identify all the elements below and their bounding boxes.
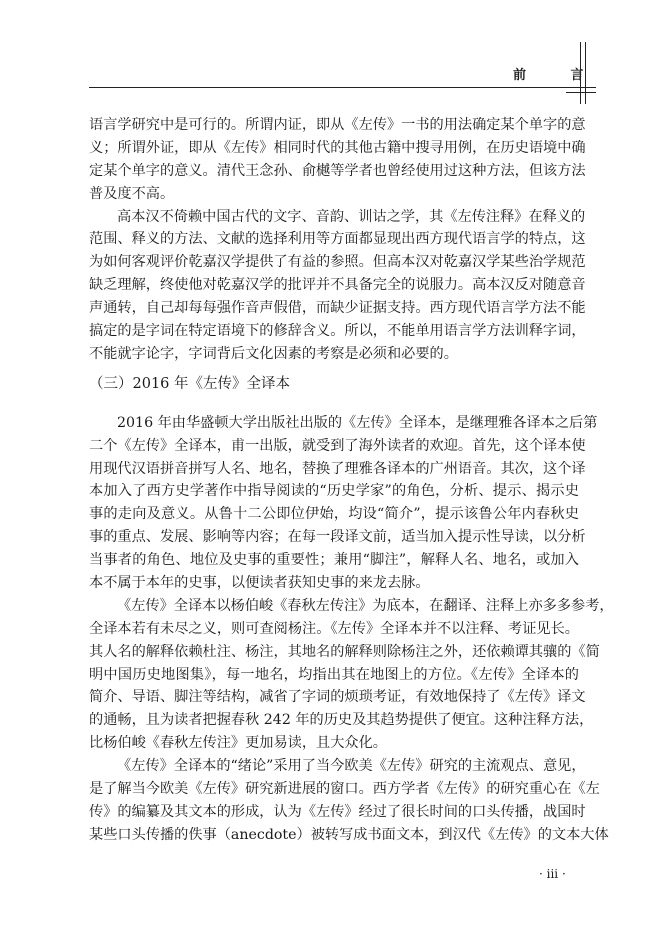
text-line: 搞定的是字词在特定语境下的修辞含义。所以，不能单用语言学方法训释字词， xyxy=(89,323,586,340)
paragraph xyxy=(89,755,609,847)
header-corner-ornament xyxy=(578,42,596,104)
text-line: 本不属于本年的史事，以便读者获知史事的来龙去脉。 xyxy=(89,575,430,592)
text-line: 事的走向及意义。从鲁十二公即位伊始，均设“简介”，提示该鲁公年内春秋史 xyxy=(89,506,579,523)
text-line: 事的重点、发展、影响等内容；在每一段译文前，适当加入提示性导读，以分析 xyxy=(89,529,586,546)
text-line: 是了解当今欧美《左传》研究新进展的窗口。西方学者《左传》的研究重心在《左 xyxy=(89,781,600,798)
text-line: 二个《左传》全译本，甫一出版，就受到了海外读者的欢迎。首先，这个译本使 xyxy=(89,437,586,454)
text-line: 传》的编纂及其文本的形成，认为《左传》经过了很长时间的口头传播，战国时 xyxy=(89,803,586,820)
text-line: 语言学研究中是可行的。所谓内证，即从《左传》一书的用法确定某个单字的意 xyxy=(89,117,586,133)
text-line: 定某个单字的意义。清代王念孙、俞樾等学者也曾经使用过这种方法，但该方法 xyxy=(89,162,586,179)
text-line: 义；所谓外证，即从《左传》相同时代的其他古籍中搜寻用例，在历史语境中确 xyxy=(89,139,586,156)
text-line: 普及度不高。 xyxy=(89,185,175,202)
text-line: 缺乏理解，终使他对乾嘉汉学的批评并不具备完全的说服力。高本汉反对随意音 xyxy=(89,277,586,294)
page-number: · iii · xyxy=(539,867,566,881)
text-line: 全译本若有未尽之义，则可查阅杨注。《左传》全译本并不以注释、考证见长。 xyxy=(89,620,579,637)
text-line: 某些口头传播的佚事（anecdote）被转写成书面文本，到汉代《左传》的文本大体 xyxy=(89,826,609,843)
text-line: 范围、释义的方法、文献的选择利用等方面都显现出西方现代语言学的特点，这 xyxy=(89,231,586,248)
text-line: 《左传》全译本的“绪论”采用了当今欧美《左传》研究的主流观点、意见， xyxy=(117,758,586,775)
text-line: 《左传》全译本以杨伯峻《春秋左传注》为底本，在翻译、注释上亦多多参考， xyxy=(117,597,614,614)
text-line: 2016 年由华盛顿大学出版社出版的《左传》全译本，是继理雅各译本之后第 xyxy=(117,414,598,431)
text-line: 简介、导语、脚注等结构，减省了字词的烦琐考证，有效地保持了《左传》译文 xyxy=(89,689,586,706)
text-line: 其人名的解释依赖杜注、杨注，其地名的解释则除杨注之外，还依赖谭其骧的《简 xyxy=(89,643,600,660)
paragraph xyxy=(89,114,586,206)
text-line: 用现代汉语拼音拼写人名、地名，替换了理雅各译本的广州语音。其次，这个译 xyxy=(89,460,586,477)
text-line: 的通畅，且为读者把握春秋 242 年的历史及其趋势提供了便宜。这种注释方法， xyxy=(89,712,594,729)
header-rule xyxy=(89,87,579,88)
paragraph xyxy=(89,595,614,755)
paragraph xyxy=(89,206,586,366)
paragraph xyxy=(89,412,598,595)
text-line: 比杨伯峻《春秋左传注》更加易读，且大众化。 xyxy=(89,735,387,752)
text-line: 当事者的角色、地位及史事的重要性；兼用“脚注”，解释人名、地名，或加入 xyxy=(89,552,579,569)
running-header: 前 言 xyxy=(513,68,604,83)
text-line: 明中国历史地图集》，每一地名，均指出其在地图上的方位。《左传》全译本的 xyxy=(89,666,579,683)
text-line: 高本汉不倚赖中国古代的文字、音韵、训诂之学，其《左传注释》在释义的 xyxy=(117,208,586,225)
text-line: 本加入了西方史学著作中指导阅读的“历史学家”的角色，分析、提示、揭示史 xyxy=(89,483,579,500)
text-line: 声通转，自己却每每强作音声假借，而缺少证据支持。西方现代语言学方法不能 xyxy=(89,300,586,317)
text-line: 不能就字论字，字词背后文化因素的考察是必须和必要的。 xyxy=(89,345,458,362)
page-body xyxy=(89,114,614,847)
text-line: 为如何客观评价乾嘉汉学提供了有益的参照。但高本汉对乾嘉汉学某些治学规范 xyxy=(89,254,586,271)
section-heading: （三）2016 年《左传》全译本 xyxy=(89,375,291,392)
